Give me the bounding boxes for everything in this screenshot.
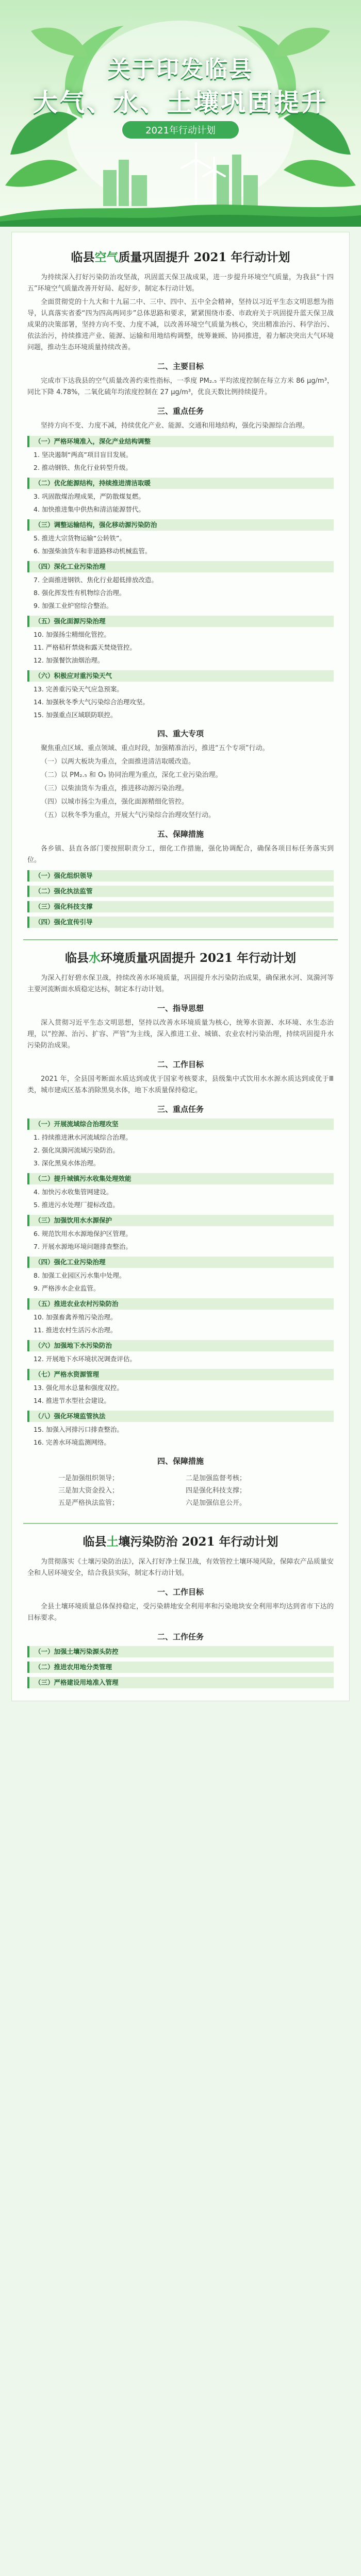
air-project-item: （四）以城市扬尘为重点，强化面源精细化管控。 [41, 798, 189, 806]
air-measure-list [27, 870, 334, 928]
task-item: 15. 加强重点区域联防联控。 [34, 711, 117, 719]
task-item: 7. 开展水源地环境问题排查整治。 [34, 1243, 132, 1250]
air-goal-paragraph: 完成市下达我县的空气质量改善约束性指标，一季度 PM₂.₅ 平均浓度控制在每立方米 86 μg/m³，同比下降 4.78%，二氧化硫年均浓度控制在 27 μg/m³，优良天数比例持续提升。 [27, 377, 334, 396]
air-project-item: （二）以 PM₂.₅ 和 O₃ 协同治理为重点，深化工业污染治理。 [41, 771, 222, 779]
air-plan-title: 临县空气质量巩固提升 2021 年行动计划 [71, 250, 290, 264]
task-item: 14. 加强秋冬季大气污染综合治理攻坚。 [34, 698, 149, 706]
air-measures-heading: 五、保障措施 [157, 829, 204, 839]
air-title-highlight: 空气 [94, 250, 119, 264]
article-body [11, 232, 350, 1701]
air-tasks-paragraph: 坚持方向不变、力度不减，持续优化产业、能源、交通和用地结构，强化污染源综合治理。 [41, 422, 309, 430]
measure-item: 四是强化科技支撑； [186, 1487, 247, 1495]
water-guide-heading: 一、指导思想 [157, 1004, 204, 1013]
soil-task-list [27, 1646, 334, 1688]
soil-title-highlight: 土 [106, 1535, 119, 1549]
task-item: 9. 加强工业炉窑综合整治。 [34, 602, 113, 609]
task-group-heading: （二）强化执法监管 [27, 886, 334, 897]
task-group-heading: （四）强化宣传引导 [27, 917, 334, 928]
task-group-heading: （一）强化组织领导 [27, 870, 334, 882]
soil-goal-heading: 一、工作目标 [157, 1587, 204, 1597]
hero-banner [0, 0, 361, 227]
task-item: 10. 加强畜禽养殖污染治理。 [34, 1313, 117, 1321]
task-item: 7. 全面推进钢铁、焦化行业超低排放改造。 [34, 576, 158, 584]
air-project-item: （一）以两大板块为重点，全面推进清洁取暖改造。 [41, 758, 195, 766]
section-divider [23, 939, 338, 940]
task-item: 10. 加强扬尘精细化管控。 [34, 631, 110, 638]
task-item: 2. 推动钢铁、焦化行业转型升级。 [34, 464, 132, 471]
task-item: 3. 巩固散煤治理成果，严防散煤复燃。 [34, 493, 145, 500]
task-group-heading: （一）严格环境准入，深化产业结构调整 [27, 436, 334, 447]
measure-item: 五是严格执法监管； [58, 1499, 119, 1507]
water-intro-paragraph: 为深入打好碧水保卫战，持续改善水环境质量，巩固提升水污染防治成果，确保湫水河、岚漪河等主要河流断面水质稳定达标，制定本行动计划。 [27, 974, 334, 993]
hero-title-line1: 关于印发临县 [108, 56, 253, 82]
measure-item: 二是加强监督考核； [186, 1475, 247, 1482]
water-plan-title: 临县水环境质量巩固提升 2021 年行动计划 [64, 951, 297, 965]
task-group-heading: （四）强化工业污染治理 [27, 1257, 334, 1268]
task-item: 12. 加强餐饮油烟治理。 [34, 656, 104, 664]
task-item: 13. 强化用水总量和强度双控。 [34, 1384, 123, 1392]
task-item: 6. 加强柴油货车和非道路移动机械监管。 [34, 547, 152, 555]
air-intro-paragraph: 为持续深入打好污染防治攻坚战，巩固蓝天保卫战成果，进一步提升环境空气质量，为我县“十四五”环境空气质量改善开好局、起好步，制定本行动计划。 [27, 274, 334, 293]
task-item: 5. 推进大宗货物运输“公转铁”。 [34, 534, 126, 542]
water-title-highlight: 水 [88, 951, 101, 965]
task-group-heading: （二）优化能源结构，持续推进清洁取暖 [27, 478, 334, 489]
task-group-heading: （二）提升城镇污水收集处理效能 [27, 1173, 334, 1184]
water-measure-grid [27, 1470, 334, 1512]
water-task-list [27, 1118, 334, 1448]
hero-title-line2: 大气、水、土壤巩固提升 [32, 88, 328, 117]
air-tasks-heading: 三、重点任务 [157, 406, 204, 416]
measure-item: 六是加强信息公开。 [186, 1499, 247, 1507]
task-item: 15. 加强入河排污口排查整治。 [34, 1426, 123, 1433]
soil-goal-paragraph: 全县土壤环境质量总体保持稳定，受污染耕地安全利用率和污染地块安全利用率均达到省市下达的目标要求。 [27, 1603, 334, 1622]
task-item: 11. 严格秸秆禁烧和露天焚烧管控。 [34, 643, 136, 651]
soil-intro-paragraph: 为贯彻落实《土壤污染防治法》，深入打好净土保卫战，有效管控土壤环境风险，保障农产品质量安全和人居环境安全，结合我县实际，制定本行动计划。 [27, 1558, 334, 1577]
task-group-heading: （四）深化工业污染治理 [27, 561, 334, 572]
task-group-heading: （三）严格建设用地准入管理 [27, 1677, 334, 1688]
air-guiding-paragraph: 全面贯彻党的十九大和十九届二中、三中、四中、五中全会精神，坚持以习近平生态文明思想为指导，认真落实省委“四为四高两同步”总体思路和要求，紧紧围绕市委、市政府关于巩固提升蓝天保卫战成果的决策部署，坚持方向不变、力度不减，以改善环境空气质量为核心，突出精准治污、科学治污、依法治污，持续推进产业、能源、运输和用地结构调整，统筹兼顾、协同推进，着力解决突出大气环境问题，推动生态环境质量持续改善。 [27, 298, 334, 351]
soil-plan-title: 临县土壤污染防治 2021 年行动计划 [83, 1535, 278, 1549]
task-item: 12. 开展地下水环境状况调查评估。 [34, 1355, 136, 1363]
task-item: 13. 完善重污染天气应急预案。 [34, 685, 123, 693]
air-project-heading: 四、重大专项 [157, 729, 204, 738]
water-goal-paragraph: 2021 年，全县国考断面水质达到或优于国家考核要求，县级集中式饮用水水源水质达到或优于Ⅲ类，城市建成区基本消除黑臭水体，地下水质量保持稳定。 [27, 1075, 334, 1094]
task-item: 9. 严格涉水企业监管。 [34, 1284, 100, 1292]
task-group-heading: （六）加强地下水污染防治 [27, 1340, 334, 1351]
task-group-heading: （三）强化科技支撑 [27, 901, 334, 912]
air-measures-paragraph: 各乡镇、县直各部门要按照职责分工，细化工作措施，强化协调配合，确保各项目标任务落实到位。 [27, 845, 334, 864]
task-item: 16. 完善水环境监测网络。 [34, 1438, 110, 1446]
task-item: 14. 推进节水型社会建设。 [34, 1397, 110, 1404]
air-project-item: （五）以秋冬季为重点，开展大气污染综合治理攻坚行动。 [41, 811, 216, 819]
task-group-heading: （七）严格水资源管理 [27, 1369, 334, 1380]
air-task-list [27, 436, 334, 721]
air-project-intro: 聚焦重点区域、重点领域、重点时段，加强精准治污，推进“五个专项”行动。 [41, 744, 269, 752]
soil-tasks-heading: 二、工作任务 [157, 1632, 204, 1641]
water-guide-paragraph: 深入贯彻习近平生态文明思想，坚持以改善水环境质量为核心，统筹水资源、水环境、水生态治理，以“控源、治污、扩容、严管”为主线，深入推进工业、城镇、农业农村污染治理，持续巩固提升水污染防治成果。 [27, 1019, 334, 1049]
task-group-heading: （三）加强饮用水水源保护 [27, 1215, 334, 1226]
task-group-heading: （一）加强土壤污染源头防控 [27, 1646, 334, 1657]
task-group-heading: （八）强化环境监管执法 [27, 1411, 334, 1422]
water-measures-heading: 四、保障措施 [157, 1456, 204, 1466]
task-group-heading: （五）强化面源污染治理 [27, 616, 334, 627]
task-group-heading: （三）调整运输结构，强化移动源污染防治 [27, 519, 334, 531]
task-item: 4. 加快推进集中供热和清洁能源替代。 [34, 505, 145, 513]
task-item: 1. 持续推进湫水河流域综合治理。 [34, 1133, 132, 1141]
task-item: 5. 推进污水处理厂提标改造。 [34, 1201, 119, 1209]
task-item: 8. 加强工业园区污水集中处理。 [34, 1272, 126, 1279]
plan-year-badge: 2021年行动计划 [121, 120, 240, 140]
task-item: 2. 强化岚漪河流域污染防治。 [34, 1146, 119, 1154]
task-group-heading: （六）积极应对重污染天气 [27, 670, 334, 682]
task-item: 8. 强化挥发性有机物综合治理。 [34, 589, 126, 597]
task-item: 6. 规范饮用水水源地保护区管理。 [34, 1230, 132, 1238]
task-item: 11. 推进农村生活污水治理。 [34, 1326, 117, 1334]
task-group-heading: （一）开展流域综合治理攻坚 [27, 1118, 334, 1130]
section-divider [23, 1523, 338, 1524]
measure-item: 三是加大资金投入； [58, 1487, 119, 1495]
task-item: 3. 深化黑臭水体治理。 [34, 1159, 100, 1167]
task-item: 4. 加快污水收集管网建设。 [34, 1188, 113, 1196]
task-group-heading: （二）推进农用地分类管理 [27, 1662, 334, 1673]
air-project-item: （三）以柴油货车为重点，推进移动源污染治理。 [41, 785, 189, 792]
measure-item: 一是加强组织领导； [58, 1475, 119, 1482]
task-group-heading: （五）推进农业农村污染防治 [27, 1298, 334, 1310]
task-item: 1. 坚决遏制“两高”项目盲目发展。 [34, 451, 133, 459]
air-goal-heading: 二、主要目标 [157, 362, 204, 371]
water-tasks-heading: 三、重点任务 [157, 1105, 204, 1114]
water-goal-heading: 二、工作目标 [157, 1060, 204, 1069]
